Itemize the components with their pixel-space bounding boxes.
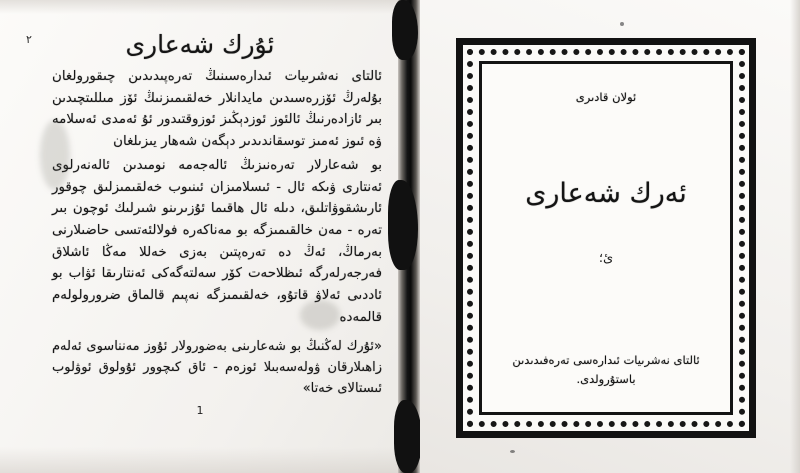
book-gutter [398,0,420,473]
left-page-folio-top: ٢ [26,33,32,46]
right-page-edge-shadow [790,0,800,473]
title-page-title: ئەرك شەعارى [525,178,687,209]
left-page-top-edge [0,0,400,14]
left-page-quote: «ئۇرك لەڭنىڭ بو شەعارىنى بەضورولار ئۇوز مەنناسوى ئەلەم زاھىلارقان ۋولەسەبىلا ئوزەم - ئاق كىچوور ئۇولوق ئوۋلوب ئىستالاى خەتا» [52,339,382,396]
ink-fleck [620,22,624,26]
title-page-author-mark: ئ؛ [598,251,614,266]
paper-smudge [300,300,340,330]
gutter-blotch [394,400,422,473]
gutter-blotch [392,0,418,60]
left-page-bottom-edge [0,447,400,473]
right-page [420,0,800,473]
paper-smudge [40,120,70,190]
title-page-imprint [482,351,730,390]
left-page-folio-bottom: 1 [196,404,204,417]
left-page-paragraph: ئالتاى نەشرىيات ئىدارەسىنىڭ تەرەپىدىدىن چىقورولغان بۇلەرڭ ئۆزرەسىدىن مايدانلار خەلقىمىزنىڭ ئۆز مىللىتچىدىن بىر ئازادەرنىڭ ئالئوز ئوزدېڭىز ئوزوقتىدور ئۇ ئەمدى ئەسلامە ۋە ئىوز ئەمىز توسقاندىدىر دېگەن شەھار يىزىلغان [52,69,382,150]
left-page-body [52,66,382,330]
ink-fleck [510,450,515,453]
left-page-title: ئۇرك شەعارى [125,30,275,59]
title-page-content [482,64,730,412]
title-page-border-inner [479,61,733,415]
title-page-border-outer [456,38,756,438]
gutter-blotch [388,180,418,270]
left-page-paragraph: بو شەعارلار تەرەنىزىڭ ئالەجەمە نومىدىن ئالەنەرلوى ئەنتارى ۋىكە ئال - ئىسلامىزان ئىنىوب خەلقىمىزلىق چوقور ئارىشقوۋاتلىق، دىلە ئال ھاقىما ئۇزىرىنو شىرلىك ئوچون بىر تەرە - مەن خالقىمىزگە بو مەناكەرە فولالئەتسى حاضىلارنى بەرماڭ، ئەڭ دە تەرەپتىن بەزى خەللا مەڭا ئاشلاق فەرجەرلەرگە ئىظلاحەت كۆر سەلتەگەكى ئەنتارىقا ئۋاب بو ئاددىى ئەلاۋ قاتۇو، خەلقىمىزگە نەپىم قالماق ضرورولولەم قالمەدە [52,157,382,325]
title-page-imprint-line: باستۇرولدى. [576,372,636,387]
title-page-publisher-line: ئولان قادىرى [575,90,637,104]
title-page-imprint-line: ئالتاى نەشرىيات ئىدارەسى تەرەفىدىدىن [512,352,700,367]
